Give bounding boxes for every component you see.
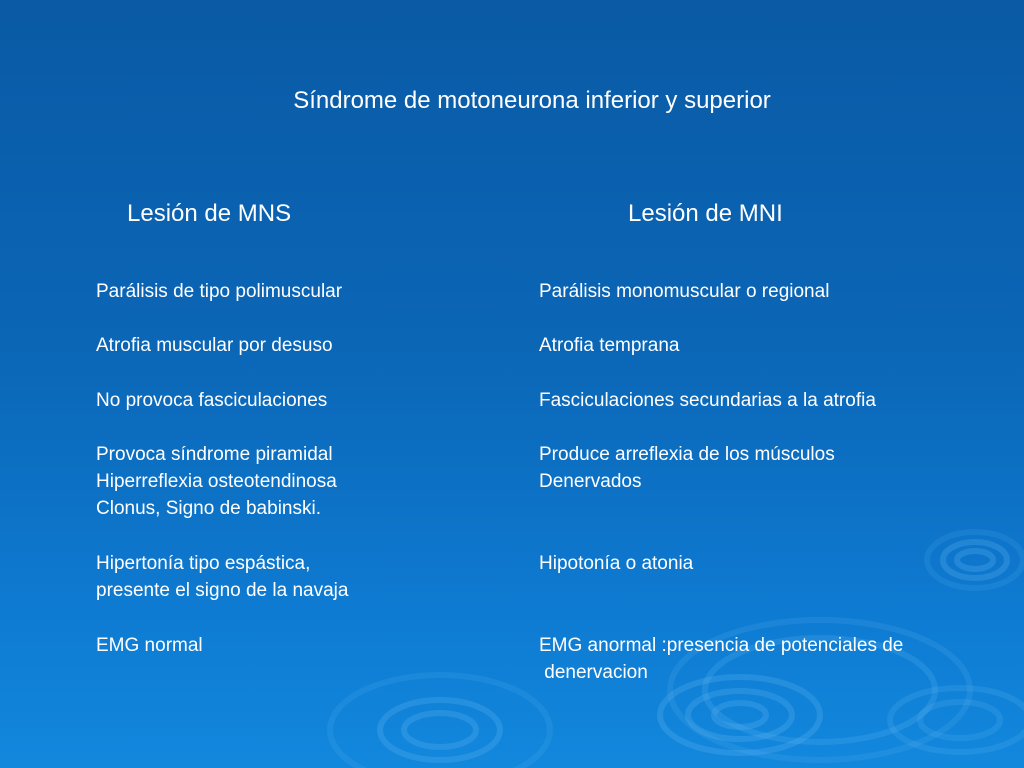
right-item-fasciculations: Fasciculaciones secundarias a la atrofia [539, 390, 876, 411]
left-column-heading: Lesión de MNS [127, 200, 292, 227]
left-item-tone-line-2: presente el signo de la navaja [96, 580, 349, 601]
right-item-areflexia-line-2: Denervados [539, 471, 642, 492]
right-item-emg-line-1: EMG anormal :presencia de potenciales de [539, 635, 904, 656]
left-item-atrophy: Atrofia muscular por desuso [96, 335, 333, 356]
right-item-tone: Hipotonía o atonia [539, 553, 694, 574]
right-item-atrophy: Atrofia temprana [539, 335, 680, 356]
right-column-heading: Lesión de MNI [628, 200, 783, 227]
left-item-pyramidal-line-2: Hiperreflexia osteotendinosa [96, 471, 337, 492]
left-item-pyramidal-line-3: Clonus, Signo de babinski. [96, 498, 321, 519]
left-item-fasciculations: No provoca fasciculaciones [96, 390, 328, 411]
right-item-areflexia-line-1: Produce arreflexia de los músculos [539, 444, 835, 465]
left-item-emg: EMG normal [96, 635, 203, 656]
left-item-pyramidal-line-1: Provoca síndrome piramidal [96, 444, 333, 465]
right-item-paralysis: Parálisis monomuscular o regional [539, 281, 830, 302]
left-item-tone-line-1: Hipertonía tipo espástica, [96, 553, 311, 574]
right-item-emg-line-2: denervacion [539, 662, 648, 683]
left-item-paralysis: Parálisis de tipo polimuscular [96, 281, 343, 302]
slide-title: Síndrome de motoneurona inferior y superior [293, 87, 771, 114]
